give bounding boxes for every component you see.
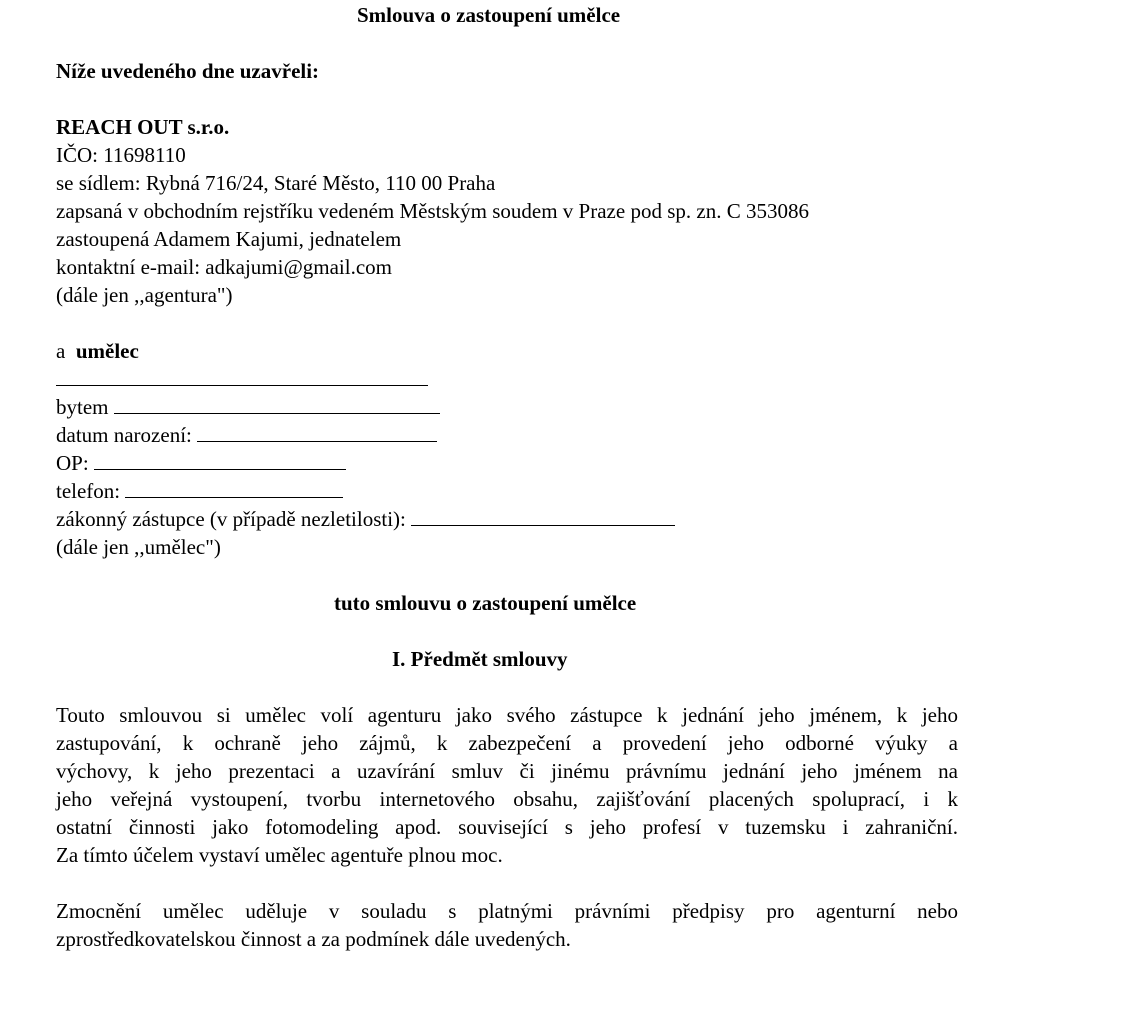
artist-phone-row (56, 477, 343, 505)
id-blank[interactable] (94, 451, 346, 470)
agency-seat: se sídlem: Rybná 716/24, Staré Město, 110 00 Praha (56, 171, 496, 195)
paragraph1-line: jeho veřejná vystoupení, tvorbu internetového obsahu, zajišťování placených spoluprací, i k (56, 787, 958, 811)
id-label: OP: (56, 451, 89, 475)
birthdate-label: datum narození: (56, 423, 192, 447)
contract-heading: tuto smlouvu o zastoupení umělce (334, 591, 637, 615)
artist-name-row (56, 365, 428, 393)
phone-label: telefon: (56, 479, 121, 503)
section1-paragraph2 (56, 897, 958, 953)
artist-id-row (56, 449, 346, 477)
paragraph1-line: Touto smlouvou si umělec volí agenturu jako svého zástupce k jednání jeho jménem, k jeho (56, 703, 958, 727)
artist-residence-row (56, 393, 440, 421)
residence-label: bytem (56, 395, 109, 419)
artist-heading (56, 337, 139, 365)
phone-blank[interactable] (125, 479, 343, 498)
guardian-blank[interactable] (411, 507, 675, 526)
agency-alias: (dále jen ,,agentura") (56, 283, 233, 307)
artist-name-blank[interactable] (56, 367, 428, 386)
artist-alias: (dále jen ,,umělec") (56, 535, 221, 559)
paragraph1-line: ostatní činnosti jako fotomodeling apod. související s jeho profesí v tuzemsku i zahraniční. (56, 815, 958, 839)
paragraph1-line: výchovy, k jeho prezentaci a uzavírání smluv či jinému právnímu jednání jeho jménem na (56, 759, 958, 783)
document-title: Smlouva o zastoupení umělce (357, 3, 621, 27)
guardian-label: zákonný zástupce (v případě nezletilosti): (56, 507, 406, 531)
agency-representative: zastoupená Adamem Kajumi, jednatelem (56, 227, 402, 251)
section1-heading: I. Předmět smlouvy (392, 647, 568, 671)
section1-paragraph1 (56, 701, 958, 869)
birthdate-blank[interactable] (197, 423, 437, 442)
agency-name: REACH OUT s.r.o. (56, 115, 230, 139)
artist-birthdate-row (56, 421, 437, 449)
paragraph2-line: zprostředkovatelskou činnost a za podmínek dále uvedených. (56, 927, 571, 951)
agency-email: kontaktní e-mail: adkajumi@gmail.com (56, 255, 393, 279)
paragraph2-line: Zmocnění umělec uděluje v souladu s platnými právními předpisy pro agenturní nebo (56, 899, 958, 923)
artist-label: umělec (75, 339, 139, 363)
intro-text: Níže uvedeného dne uzavřeli: (56, 59, 320, 83)
residence-blank[interactable] (114, 395, 440, 414)
paragraph1-line: zastupování, k ochraně jeho zájmů, k zabezpečení a provedení jeho odborné výuky a (56, 731, 958, 755)
artist-guardian-row (56, 505, 675, 533)
artist-prefix: a (56, 339, 66, 363)
agency-ico: IČO: 11698110 (56, 143, 186, 167)
paragraph1-line: Za tímto účelem vystaví umělec agentuře plnou moc. (56, 843, 503, 867)
agency-registry: zapsaná v obchodním rejstříku vedeném Městským soudem v Praze pod sp. zn. C 353086 (56, 199, 809, 223)
